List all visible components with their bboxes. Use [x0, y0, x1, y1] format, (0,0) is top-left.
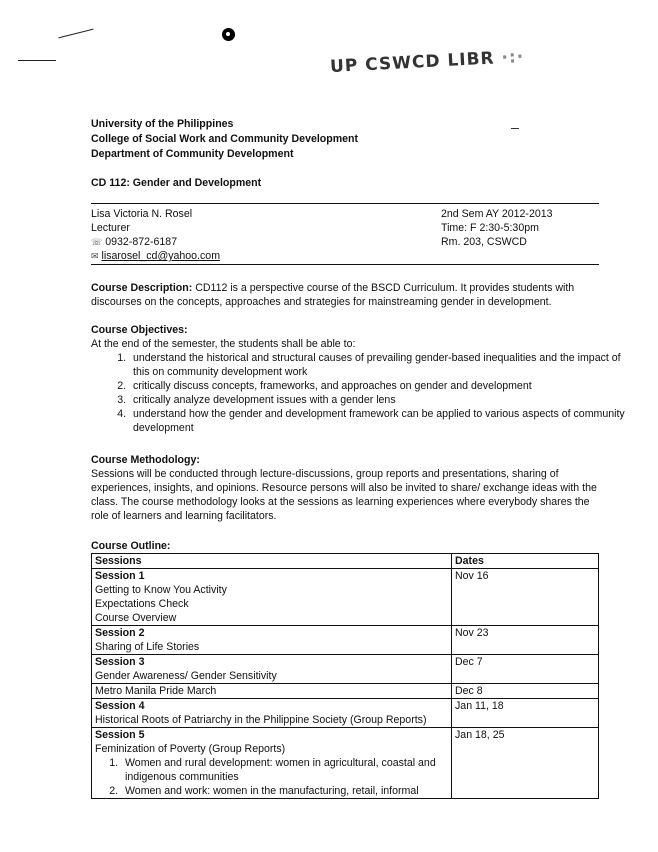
session-cell: Session 3 Gender Awareness/ Gender Sensitivity	[92, 655, 452, 684]
session-cell: Session 4 Historical Roots of Patriarchy in the Philippine Society (Group Reports)	[92, 699, 452, 728]
divider-top	[91, 203, 599, 204]
course-outline-table	[91, 553, 599, 799]
date-cell: Dec 8	[452, 684, 599, 699]
objective-item: 1. understand the historical and structural causes of prevailing gender-based inequalities and the impact of this on community development work	[129, 351, 634, 379]
table-row	[92, 569, 599, 626]
objective-item: 3. critically analyze development issues with a gender lens	[129, 393, 634, 407]
scan-mark	[58, 29, 93, 39]
methodology-text: Sessions will be conducted through lecture-discussions, group reports and presentations, sharing of experiences, insights, and opinions. Resource persons will also be invited to share/ exchange ideas with the class. The course methodology looks at the sessions as learning experiences where everybody shares the role of learners and learning facilitators.	[91, 468, 597, 522]
semester: 2nd Sem AY 2012-2013	[441, 208, 553, 220]
sublist-item: 1. Women and rural development: women in agricultural, coastal and indigenous communities	[121, 756, 448, 784]
objective-item: 4. understand how the gender and development framework can be applied to various aspects of community development	[129, 407, 634, 435]
sublist-item: 2. Women and work: women in the manufacturing, retail, informal	[121, 784, 448, 798]
library-stamp: UP CSWCD LIBR ·:·	[329, 46, 525, 78]
table-header-row	[92, 554, 599, 569]
divider-bottom	[91, 264, 599, 265]
instructor-phone: ☏ 0932-872-6187	[91, 236, 178, 248]
header-dates: Dates	[452, 554, 599, 569]
scan-mark	[18, 60, 56, 61]
class-time: Time: F 2:30-5:30pm	[441, 222, 539, 234]
objectives-intro: At the end of the semester, the students shall be able to:	[91, 338, 356, 350]
table-row	[92, 728, 599, 799]
objectives-label: Course Objectives:	[91, 324, 188, 336]
session-cell: Session 2 Sharing of Life Stories	[92, 626, 452, 655]
date-cell: Dec 7	[452, 655, 599, 684]
objectives-list	[91, 351, 634, 435]
date-cell: Jan 18, 25	[452, 728, 599, 799]
instructor-email[interactable]: ✉ lisarosel_cd@yahoo.com	[91, 250, 221, 262]
phone-icon: ☏	[91, 237, 103, 247]
session-cell: Session 1 Getting to Know You Activity Expectations Check Course Overview	[92, 569, 452, 626]
punch-hole	[222, 28, 235, 41]
date-cell: Nov 16	[452, 569, 599, 626]
instructor-name: Lisa Victoria N. Rosel	[91, 208, 193, 220]
session-cell: Metro Manila Pride March	[92, 684, 452, 699]
course-description: Course Description: CD112 is a perspective course of the BSCD Curriculum. It provides students with discourses on the concepts, approaches and strategies for mainstreaming gender in development.	[91, 282, 575, 308]
table-row	[92, 699, 599, 728]
header-sessions: Sessions	[92, 554, 452, 569]
objective-item: 2. critically discuss concepts, frameworks, and approaches on gender and development	[129, 379, 634, 393]
instructor-role: Lecturer	[91, 222, 130, 234]
email-icon: ✉	[91, 251, 99, 261]
table-row	[92, 684, 599, 699]
session-cell: Session 5 Feminization of Poverty (Group Reports) 1. Women and rural development: women in agricultural, coastal and indigenous communities 2. Women and work: women in the manufacturing, retail, informal	[92, 728, 452, 799]
table-row	[92, 626, 599, 655]
date-cell: Jan 11, 18	[452, 699, 599, 728]
table-row	[92, 655, 599, 684]
department-name: Department of Community Development	[91, 148, 294, 160]
methodology-label: Course Methodology:	[91, 454, 200, 466]
class-room: Rm. 203, CSWCD	[441, 236, 527, 248]
university-name: University of the Philippines	[91, 118, 234, 130]
course-title: CD 112: Gender and Development	[91, 177, 262, 189]
scan-mark	[511, 128, 519, 129]
college-name: College of Social Work and Community Development	[91, 133, 359, 145]
session-sublist	[95, 756, 448, 798]
outline-label: Course Outline:	[91, 540, 171, 552]
date-cell: Nov 23	[452, 626, 599, 655]
